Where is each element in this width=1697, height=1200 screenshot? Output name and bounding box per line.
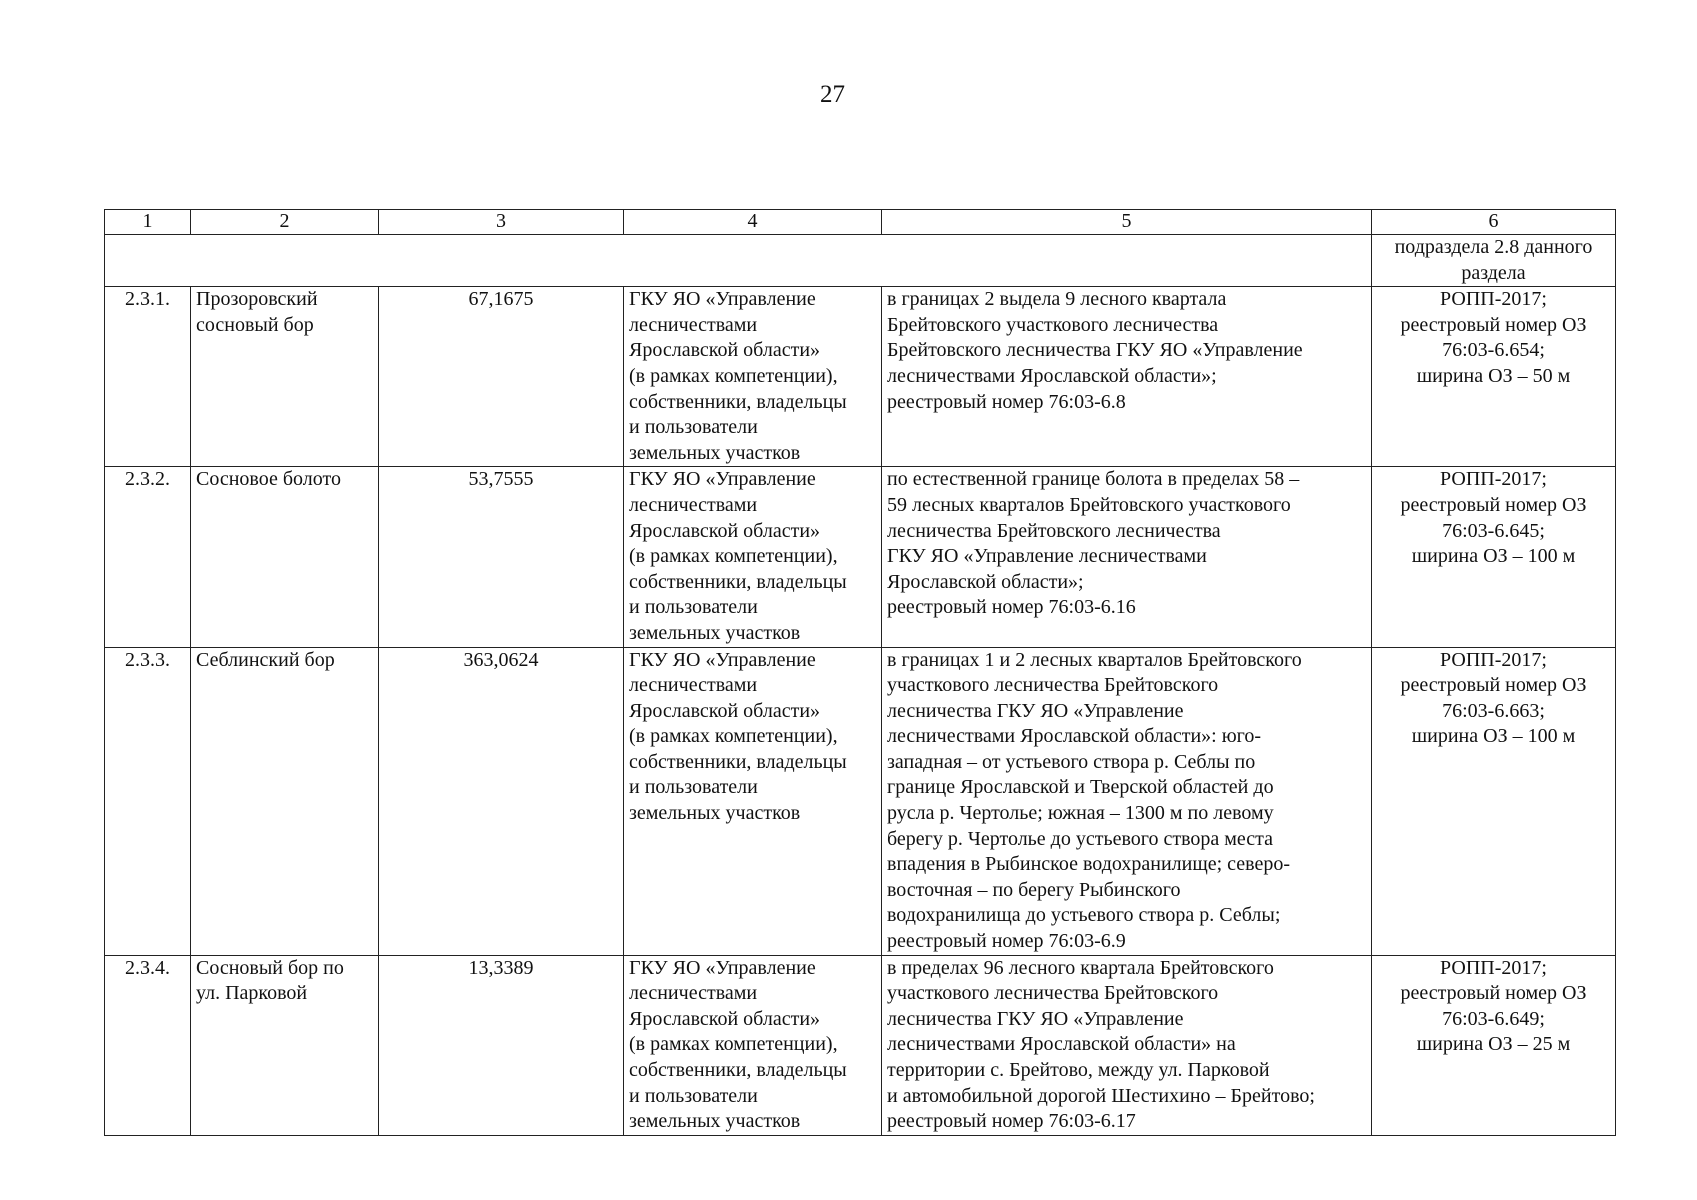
object-name-cell — [191, 955, 379, 1135]
registry-info-cell — [1372, 955, 1616, 1135]
text-line: Себлинский бор — [196, 648, 335, 671]
text-line: реестровый номер ОЗ — [1400, 674, 1587, 697]
boundary-description-cell — [882, 287, 1372, 467]
text-line: подраздела 2.8 данного — [1394, 236, 1593, 258]
text-line: лесничествами — [629, 313, 758, 336]
text-line: реестровый номер 76:03-6.16 — [887, 596, 1136, 619]
text-line: реестровый номер ОЗ — [1400, 493, 1587, 516]
text-line: лесничествами Ярославской области»: юго- — [887, 725, 1262, 748]
text-line: ГКУ ЯО «Управление лесничествами — [887, 545, 1207, 568]
table-row — [105, 287, 1616, 467]
text-line: раздела — [1461, 261, 1526, 284]
text-line: 76:03-6.654; — [1442, 339, 1545, 362]
area-cell: 13,3389 — [379, 955, 624, 1135]
text-line: лесничества ГКУ ЯО «Управление — [887, 1007, 1184, 1030]
area-cell: 363,0624 — [379, 647, 624, 955]
text-line: реестровый номер ОЗ — [1400, 982, 1587, 1005]
text-line: ширина ОЗ – 100 м — [1411, 725, 1576, 748]
text-line: 76:03-6.663; — [1442, 699, 1545, 722]
text-line: земельных участков — [629, 1110, 801, 1133]
text-line: и пользователи — [629, 596, 758, 619]
registry-info-cell — [1372, 467, 1616, 647]
text-line: реестровый номер ОЗ — [1400, 313, 1587, 336]
text-line: собственники, владельцы — [629, 750, 847, 773]
text-line: Ярославской области» — [629, 339, 821, 362]
text-line: РОПП-2017; — [1440, 468, 1547, 491]
row-number-cell: 2.3.3. — [105, 647, 191, 955]
boundary-description-cell — [882, 955, 1372, 1135]
column-number-1: 1 — [105, 210, 191, 235]
text-line: берегу р. Чертолье до устьевого створа места — [887, 827, 1274, 850]
text-line: и пользователи — [629, 776, 758, 799]
text-line: в границах 1 и 2 лесных кварталов Брейтовского — [887, 648, 1302, 671]
text-line: лесничества Брейтовского лесничества — [887, 519, 1221, 542]
text-line: и пользователи — [629, 1084, 758, 1107]
text-line: земельных участков — [629, 802, 801, 825]
text-line: Прозоровский — [196, 288, 318, 311]
text-line: 59 лесных кварталов Брейтовского участкового — [887, 493, 1291, 516]
text-line: территории с. Брейтово, между ул. Парковой — [887, 1059, 1270, 1081]
column-number-5: 5 — [882, 210, 1372, 235]
table-body — [105, 287, 1616, 1136]
boundary-description-cell — [882, 647, 1372, 955]
text-line: в границах 2 выдела 9 лесного квартала — [887, 288, 1227, 311]
column-number-row — [105, 210, 1616, 235]
protected-areas-table — [104, 209, 1616, 1136]
text-line: Сосновое болото — [196, 468, 341, 491]
continuation-empty-cell — [105, 235, 1372, 287]
text-line: реестровый номер 76:03-6.17 — [887, 1110, 1136, 1133]
text-line: лесничествами — [629, 982, 758, 1005]
text-line: лесничествами Ярославской области»; — [887, 364, 1217, 387]
registry-info-cell — [1372, 647, 1616, 955]
text-line: впадения в Рыбинское водохранилище; северо- — [887, 853, 1291, 876]
text-line: границе Ярославской и Тверской областей до — [887, 776, 1274, 799]
text-line: ГКУ ЯО «Управление — [629, 648, 816, 671]
table-row — [105, 955, 1616, 1135]
text-line: РОПП-2017; — [1440, 956, 1547, 979]
text-line: и автомобильной дорогой Шестихино – Брейтово; — [887, 1084, 1315, 1107]
row-number-cell: 2.3.1. — [105, 287, 191, 467]
text-line: ул. Парковой — [196, 982, 308, 1005]
text-line: лесничествами — [629, 674, 758, 697]
text-line: лесничествами Ярославской области» на — [887, 1033, 1236, 1056]
text-line: РОПП-2017; — [1440, 288, 1547, 311]
text-line: 76:03-6.649; — [1442, 1007, 1545, 1030]
text-line: восточная – по берегу Рыбинского — [887, 878, 1181, 901]
text-line: собственники, владельцы — [629, 570, 847, 593]
area-cell: 53,7555 — [379, 467, 624, 647]
row-number-cell: 2.3.4. — [105, 955, 191, 1135]
text-line: Ярославской области» — [629, 1007, 821, 1030]
text-line: ГКУ ЯО «Управление — [629, 288, 816, 311]
text-line: ширина ОЗ – 50 м — [1416, 364, 1571, 387]
text-line: лесничествами — [629, 493, 758, 516]
text-line: Ярославской области»; — [887, 570, 1084, 593]
continuation-row — [105, 235, 1616, 287]
page-number: 27 — [820, 81, 845, 108]
responsible-org-cell — [624, 467, 882, 647]
text-line: (в рамках компетенции), — [629, 1033, 838, 1056]
text-line: Ярославской области» — [629, 519, 821, 542]
text-line: земельных участков — [629, 621, 801, 644]
text-line: РОПП-2017; — [1440, 648, 1547, 671]
text-line: Брейтовского лесничества ГКУ ЯО «Управление — [887, 339, 1303, 362]
text-line: и пользователи — [629, 416, 758, 439]
text-line: ГКУ ЯО «Управление — [629, 956, 816, 979]
text-line: ширина ОЗ – 100 м — [1411, 545, 1576, 568]
text-line: Брейтовского участкового лесничества — [887, 313, 1219, 336]
continuation-cell — [1372, 235, 1616, 287]
text-line: (в рамках компетенции), — [629, 545, 838, 568]
object-name-cell — [191, 287, 379, 467]
text-line: лесничества ГКУ ЯО «Управление — [887, 699, 1184, 722]
row-number-cell: 2.3.2. — [105, 467, 191, 647]
text-line: участкового лесничества Брейтовского — [887, 982, 1219, 1005]
text-line: водохранилища до устьевого створа р. Себлы; — [887, 904, 1281, 927]
text-line: ГКУ ЯО «Управление — [629, 468, 816, 491]
text-line: реестровый номер 76:03-6.9 — [887, 930, 1126, 953]
text-line: сосновый бор — [196, 313, 314, 336]
text-line: участкового лесничества Брейтовского — [887, 674, 1219, 697]
object-name-cell — [191, 467, 379, 647]
text-line: 76:03-6.645; — [1442, 519, 1545, 542]
column-number-2: 2 — [191, 210, 379, 235]
responsible-org-cell — [624, 287, 882, 467]
text-line: собственники, владельцы — [629, 390, 847, 413]
column-number-6: 6 — [1372, 210, 1616, 235]
text-line: Сосновый бор по — [196, 956, 344, 979]
text-line: (в рамках компетенции), — [629, 364, 838, 387]
column-number-3: 3 — [379, 210, 624, 235]
text-line: ширина ОЗ – 25 м — [1416, 1033, 1571, 1056]
responsible-org-cell — [624, 955, 882, 1135]
text-line: собственники, владельцы — [629, 1059, 847, 1081]
text-line: русла р. Чертолье; южная – 1300 м по левому — [887, 802, 1274, 825]
text-line: реестровый номер 76:03-6.8 — [887, 390, 1126, 413]
object-name-cell — [191, 647, 379, 955]
responsible-org-cell — [624, 647, 882, 955]
text-line: земельных участков — [629, 441, 801, 464]
column-number-4: 4 — [624, 210, 882, 235]
table-row — [105, 647, 1616, 955]
text-line: в пределах 96 лесного квартала Брейтовского — [887, 956, 1274, 979]
text-line: (в рамках компетенции), — [629, 725, 838, 748]
text-line: западная – от устьевого створа р. Себлы по — [887, 750, 1256, 773]
text-line: по естественной границе болота в пределах 58 – — [887, 468, 1300, 491]
text-line: Ярославской области» — [629, 699, 821, 722]
area-cell: 67,1675 — [379, 287, 624, 467]
registry-info-cell — [1372, 287, 1616, 467]
table-row — [105, 467, 1616, 647]
boundary-description-cell — [882, 467, 1372, 647]
